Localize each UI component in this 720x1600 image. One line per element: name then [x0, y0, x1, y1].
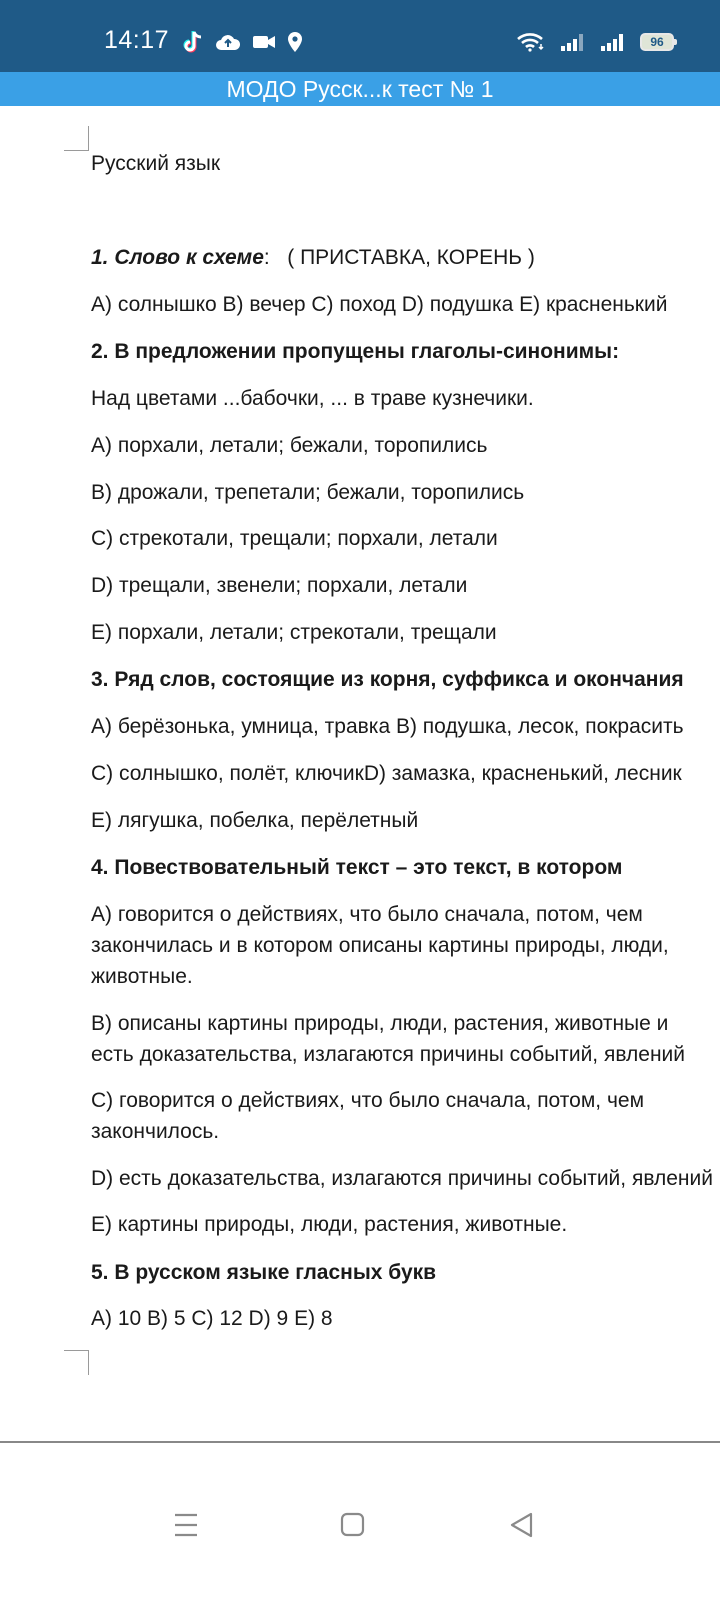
menu-icon[interactable]	[173, 1511, 199, 1539]
question-3-options-line-3: E) лягушка, побелка, перёлетный	[91, 809, 419, 832]
document-heading: Русский язык	[91, 152, 221, 175]
document-view[interactable]	[0, 106, 720, 1466]
question-3-options-line-1: A) берёзонька, умница, травка B) подушка, лесок, покрасить	[91, 715, 684, 738]
question-1-colon: :	[263, 246, 270, 269]
question-2-option-d: D) трещали, звенели; порхали, летали	[91, 574, 468, 597]
status-bar	[0, 0, 720, 72]
question-2-sentence: Над цветами ...бабочки, ... в траве кузнечики.	[91, 387, 534, 410]
question-4-option-c-line-1: C) говорится о действиях, что было сначала, потом, чем	[91, 1089, 645, 1112]
battery-icon	[640, 33, 674, 51]
question-4-option-b-line-2: есть доказательства, излагаются причины событий, явлений	[91, 1043, 685, 1066]
question-1-title	[91, 242, 720, 273]
question-2-option-a: A) порхали, летали; бежали, торопились	[91, 434, 488, 457]
signal-icon	[560, 32, 586, 52]
home-icon[interactable]	[340, 1511, 366, 1539]
question-4-title: 4. Повествовательный текст – это текст, в котором	[91, 856, 623, 879]
battery-level: 96	[650, 35, 664, 49]
question-4-option-c-line-2: закончилось.	[91, 1120, 220, 1143]
question-1-number: 1. Слово к схеме	[91, 246, 264, 269]
page-corner-mark-top	[64, 126, 89, 151]
document-title: МОДО Русск...к тест № 1	[226, 76, 494, 102]
status-right-icons	[516, 32, 674, 52]
question-3-title: 3. Ряд слов, состоящие из корня, суффикса и окончания	[91, 668, 684, 691]
back-icon[interactable]	[509, 1511, 535, 1539]
status-time: 14:17	[104, 26, 170, 54]
question-4-option-b-line-1: B) описаны картины природы, люди, растения, животные и	[91, 1012, 669, 1035]
signal-icon-2	[600, 32, 626, 52]
page-corner-mark-bottom	[64, 1350, 89, 1375]
tiktok-icon	[182, 30, 204, 54]
question-5-title: 5. В русском языке гласных букв	[91, 1261, 437, 1284]
question-4-option-a-line-3: животные.	[91, 965, 193, 988]
navigation-bar	[0, 1443, 720, 1600]
status-left-icons	[182, 30, 303, 54]
question-4-option-a-line-1: A) говорится о действиях, что было сначала, потом, чем	[91, 903, 643, 926]
question-2-title: 2. В предложении пропущены глаголы-синонимы:	[91, 340, 620, 363]
question-5-options: A) 10 B) 5 C) 12 D) 9 E) 8	[91, 1307, 333, 1330]
question-3-options-line-2: C) солнышко, полёт, ключикD) замазка, красненький, лесник	[91, 762, 682, 785]
question-1-scheme: ( ПРИСТАВКА, КОРЕНЬ )	[287, 246, 535, 269]
wifi-icon	[516, 32, 546, 52]
question-1-options: A) солнышко B) вечер C) поход D) подушка E) красненький	[91, 293, 668, 316]
question-4-option-a-line-2: закончилась и в котором описаны картины природы, люди,	[91, 934, 669, 957]
location-icon	[287, 31, 303, 53]
cloud-upload-icon	[215, 32, 241, 52]
question-2-option-e: E) порхали, летали; стрекотали, трещали	[91, 621, 497, 644]
question-2-option-c: C) стрекотали, трещали; порхали, летали	[91, 527, 498, 550]
document-title-bar[interactable]	[0, 72, 720, 106]
question-4-option-e: E) картины природы, люди, растения, животные.	[91, 1213, 568, 1236]
question-2-option-b: B) дрожали, трепетали; бежали, торопились	[91, 481, 525, 504]
video-icon	[252, 34, 276, 50]
question-4-option-d: D) есть доказательства, излагаются причины событий, явлений	[91, 1167, 713, 1190]
